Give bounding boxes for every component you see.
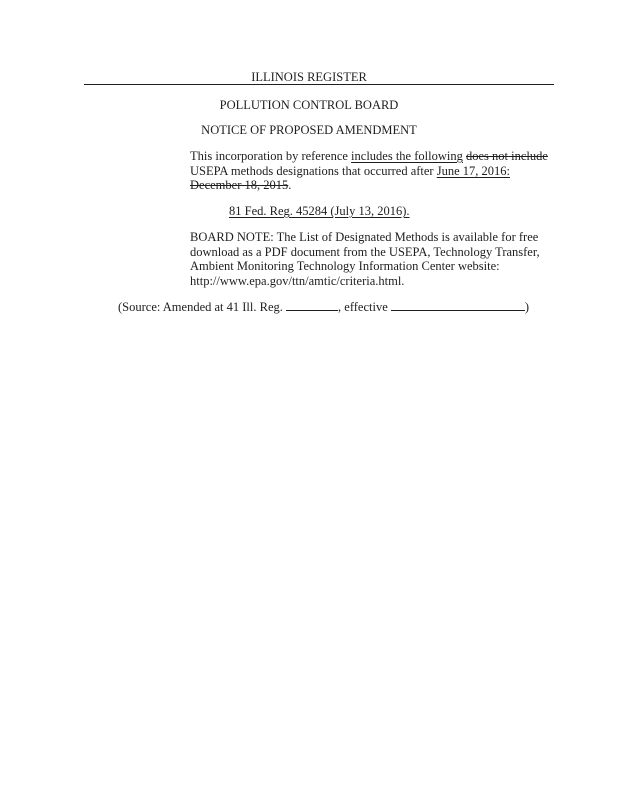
notice-title: NOTICE OF PROPOSED AMENDMENT	[201, 123, 417, 137]
reg-number-blank	[286, 299, 338, 311]
register-title: ILLINOIS REGISTER	[251, 70, 367, 84]
board-name: POLLUTION CONTROL BOARD	[219, 98, 399, 112]
board-note-url: http://www.epa.gov/ttn/amtic/criteria.html.	[190, 274, 405, 288]
paragraph-line-3	[190, 178, 291, 193]
source-prefix: (Source: Amended at 41 Ill. Reg.	[118, 300, 287, 314]
text-run: This incorporation by reference	[190, 149, 352, 163]
paragraph-line-2	[190, 164, 510, 179]
effective-date-blank	[391, 299, 525, 311]
board-note-line: download as a PDF document from the USEPA, Technology Transfer,	[190, 245, 540, 259]
text-run: .	[288, 178, 292, 192]
federal-register-citation	[229, 204, 410, 219]
inserted-text: June 17, 2016:	[436, 164, 510, 178]
header-rule	[84, 84, 554, 85]
text-run: USEPA methods designations that occurred after	[190, 164, 437, 178]
source-line	[118, 299, 529, 315]
board-note-line: BOARD NOTE: The List of Designated Methods is available for free	[190, 230, 539, 244]
source-suffix: )	[524, 300, 530, 314]
deleted-text: December 18, 2015	[190, 178, 289, 192]
board-note-line: Ambient Monitoring Technology Information Center website:	[190, 259, 500, 273]
inserted-text: includes the following	[351, 149, 463, 163]
deleted-text: does not include	[465, 149, 548, 163]
inserted-text: 81 Fed. Reg. 45284 (July 13, 2016).	[229, 204, 410, 218]
paragraph-line-1	[190, 149, 548, 164]
source-effective-label: , effective	[338, 300, 391, 314]
